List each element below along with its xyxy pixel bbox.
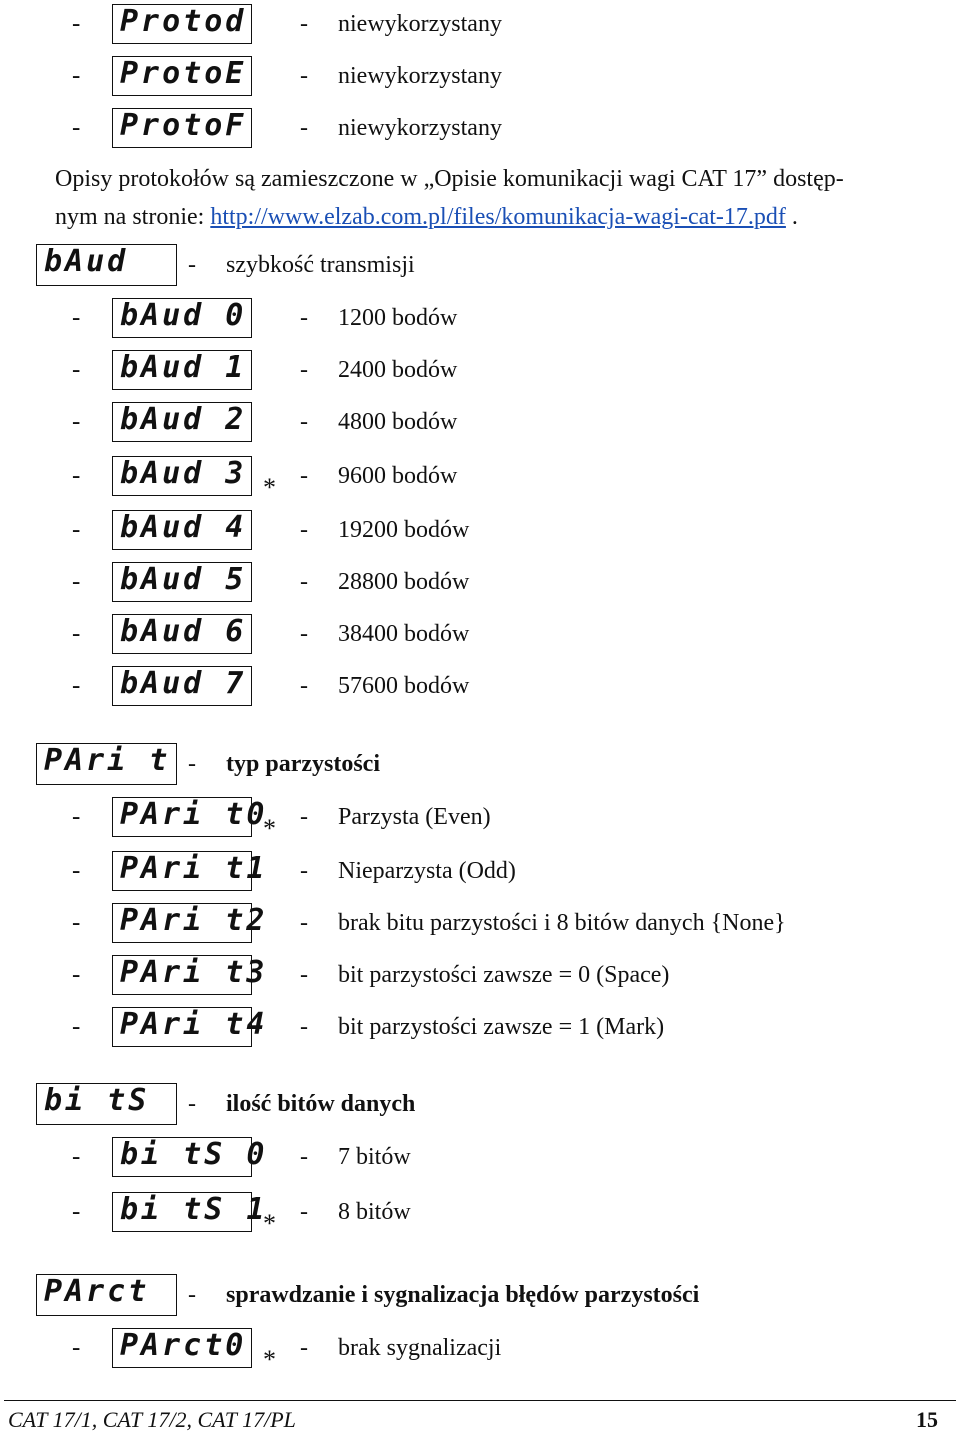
option-description: 4800 bodów [338, 409, 458, 435]
dash: - [72, 304, 81, 331]
protocol-doc-link[interactable]: http://www.elzab.com.pl/files/komunikacja-wagi-cat-17.pdf [210, 204, 786, 230]
dash: - [72, 909, 81, 936]
option-description: 2400 bodów [338, 357, 458, 383]
dash: - [300, 1335, 308, 1361]
option-row-parit-1 [0, 851, 960, 891]
dash: - [72, 620, 81, 647]
dash: - [300, 463, 308, 489]
dash: - [72, 1013, 81, 1040]
dash: - [72, 803, 81, 830]
display-code: PAri t1 [112, 851, 252, 891]
option-row-baud-6 [0, 614, 960, 654]
option-row-bits-0 [0, 1137, 960, 1177]
dash: - [300, 621, 308, 647]
display-code: bAud 4 [112, 510, 252, 550]
option-row-baud-5 [0, 562, 960, 602]
dash: - [72, 408, 81, 435]
dash: - [72, 857, 81, 884]
display-code: PAri t3 [112, 955, 252, 995]
option-row-bits-1 [0, 1192, 960, 1238]
dash: - [300, 962, 308, 988]
option-row-protof [0, 108, 960, 148]
dash: - [300, 1199, 308, 1225]
footer-divider [4, 1400, 956, 1401]
option-row-baud-4 [0, 510, 960, 550]
dash: - [72, 1198, 81, 1225]
display-code: bi tS 0 [112, 1137, 252, 1177]
display-code: bi tS [36, 1083, 177, 1125]
section-title: ilość bitów danych [226, 1091, 416, 1117]
dash: - [72, 10, 81, 37]
display-code: bi tS 1 [112, 1192, 252, 1232]
display-code: bAud [36, 244, 177, 286]
default-marker: * [263, 1345, 276, 1374]
option-description: 38400 bodów [338, 621, 470, 647]
option-description: 7 bitów [338, 1144, 411, 1170]
option-row-parit-2 [0, 903, 960, 943]
dash: - [300, 910, 308, 936]
dash: - [72, 462, 81, 489]
dash: - [72, 1334, 81, 1361]
option-description: 8 bitów [338, 1199, 411, 1225]
dash: - [72, 961, 81, 988]
dash: - [300, 305, 308, 331]
display-code: ProtoF [112, 108, 252, 148]
display-code: bAud 3 [112, 456, 252, 496]
option-row-baud-7 [0, 666, 960, 706]
option-description: bit parzystości zawsze = 0 (Space) [338, 962, 670, 988]
dash: - [300, 673, 308, 699]
section-title: typ parzystości [226, 751, 380, 777]
display-code: bAud 2 [112, 402, 252, 442]
display-code: PAri t4 [112, 1007, 252, 1047]
dash: - [188, 1091, 196, 1117]
option-description: 1200 bodów [338, 305, 458, 331]
option-row-parct-0 [0, 1328, 960, 1374]
option-row-baud-3 [0, 456, 960, 502]
display-code: bAud 0 [112, 298, 252, 338]
display-code: Protod [112, 4, 252, 44]
page-number: 15 [916, 1407, 938, 1432]
note-prefix: nym na stronie: [55, 204, 211, 230]
option-description: niewykorzystany [338, 115, 502, 141]
dash: - [300, 115, 308, 141]
dash: - [72, 62, 81, 89]
dash: - [300, 357, 308, 383]
section-header-parit [0, 743, 960, 785]
option-row-baud-1 [0, 350, 960, 390]
option-row-baud-2 [0, 402, 960, 442]
option-description: 9600 bodów [338, 463, 458, 489]
dash: - [72, 114, 81, 141]
option-description: bit parzystości zawsze = 1 (Mark) [338, 1014, 665, 1040]
option-description: 28800 bodów [338, 569, 470, 595]
protocol-note-line2 [55, 198, 798, 236]
default-marker: * [263, 1209, 276, 1238]
option-description: Parzysta (Even) [338, 804, 491, 830]
option-description: niewykorzystany [338, 11, 502, 37]
default-marker: * [263, 473, 276, 502]
display-code: PArct [36, 1274, 177, 1316]
display-code: PAri t [36, 743, 177, 785]
dash: - [72, 356, 81, 383]
section-title: sprawdzanie i sygnalizacja błędów parzystości [226, 1282, 700, 1308]
display-code: bAud 6 [112, 614, 252, 654]
dash: - [300, 11, 308, 37]
footer-models: CAT 17/1, CAT 17/2, CAT 17/PL [8, 1407, 296, 1432]
option-row-baud-0 [0, 298, 960, 338]
dash: - [188, 252, 196, 278]
display-code: PAri t0 [112, 797, 252, 837]
dash: - [188, 1282, 196, 1308]
dash: - [300, 569, 308, 595]
display-code: PAri t2 [112, 903, 252, 943]
default-marker: * [263, 814, 276, 843]
option-row-protod [0, 4, 960, 44]
dash: - [188, 751, 196, 777]
display-code: PArct0 [112, 1328, 252, 1368]
option-row-parit-0 [0, 797, 960, 843]
dash: - [72, 672, 81, 699]
dash: - [300, 517, 308, 543]
display-code: ProtoE [112, 56, 252, 96]
protocol-note-line1: Opisy protokołów są zamieszczone w „Opisie komunikacji wagi CAT 17” dostęp- [55, 166, 844, 192]
dash: - [300, 409, 308, 435]
option-row-parit-4 [0, 1007, 960, 1047]
display-code: bAud 1 [112, 350, 252, 390]
display-code: bAud 5 [112, 562, 252, 602]
dash: - [72, 568, 81, 595]
dash: - [300, 858, 308, 884]
dash: - [300, 1144, 308, 1170]
option-description: 57600 bodów [338, 673, 470, 699]
section-header-baud [0, 244, 960, 286]
dash: - [300, 804, 308, 830]
option-row-parit-3 [0, 955, 960, 995]
display-code: bAud 7 [112, 666, 252, 706]
dash: - [300, 63, 308, 89]
option-description: brak sygnalizacji [338, 1335, 502, 1361]
section-header-parct [0, 1274, 960, 1316]
option-description: niewykorzystany [338, 63, 502, 89]
note-suffix: . [785, 204, 798, 230]
dash: - [72, 1143, 81, 1170]
dash: - [300, 1014, 308, 1040]
option-row-protoe [0, 56, 960, 96]
dash: - [72, 516, 81, 543]
option-description: Nieparzysta (Odd) [338, 858, 516, 884]
option-description: 19200 bodów [338, 517, 470, 543]
section-header-bits [0, 1083, 960, 1125]
section-title: szybkość transmisji [226, 252, 415, 278]
option-description: brak bitu parzystości i 8 bitów danych {None} [338, 910, 786, 936]
